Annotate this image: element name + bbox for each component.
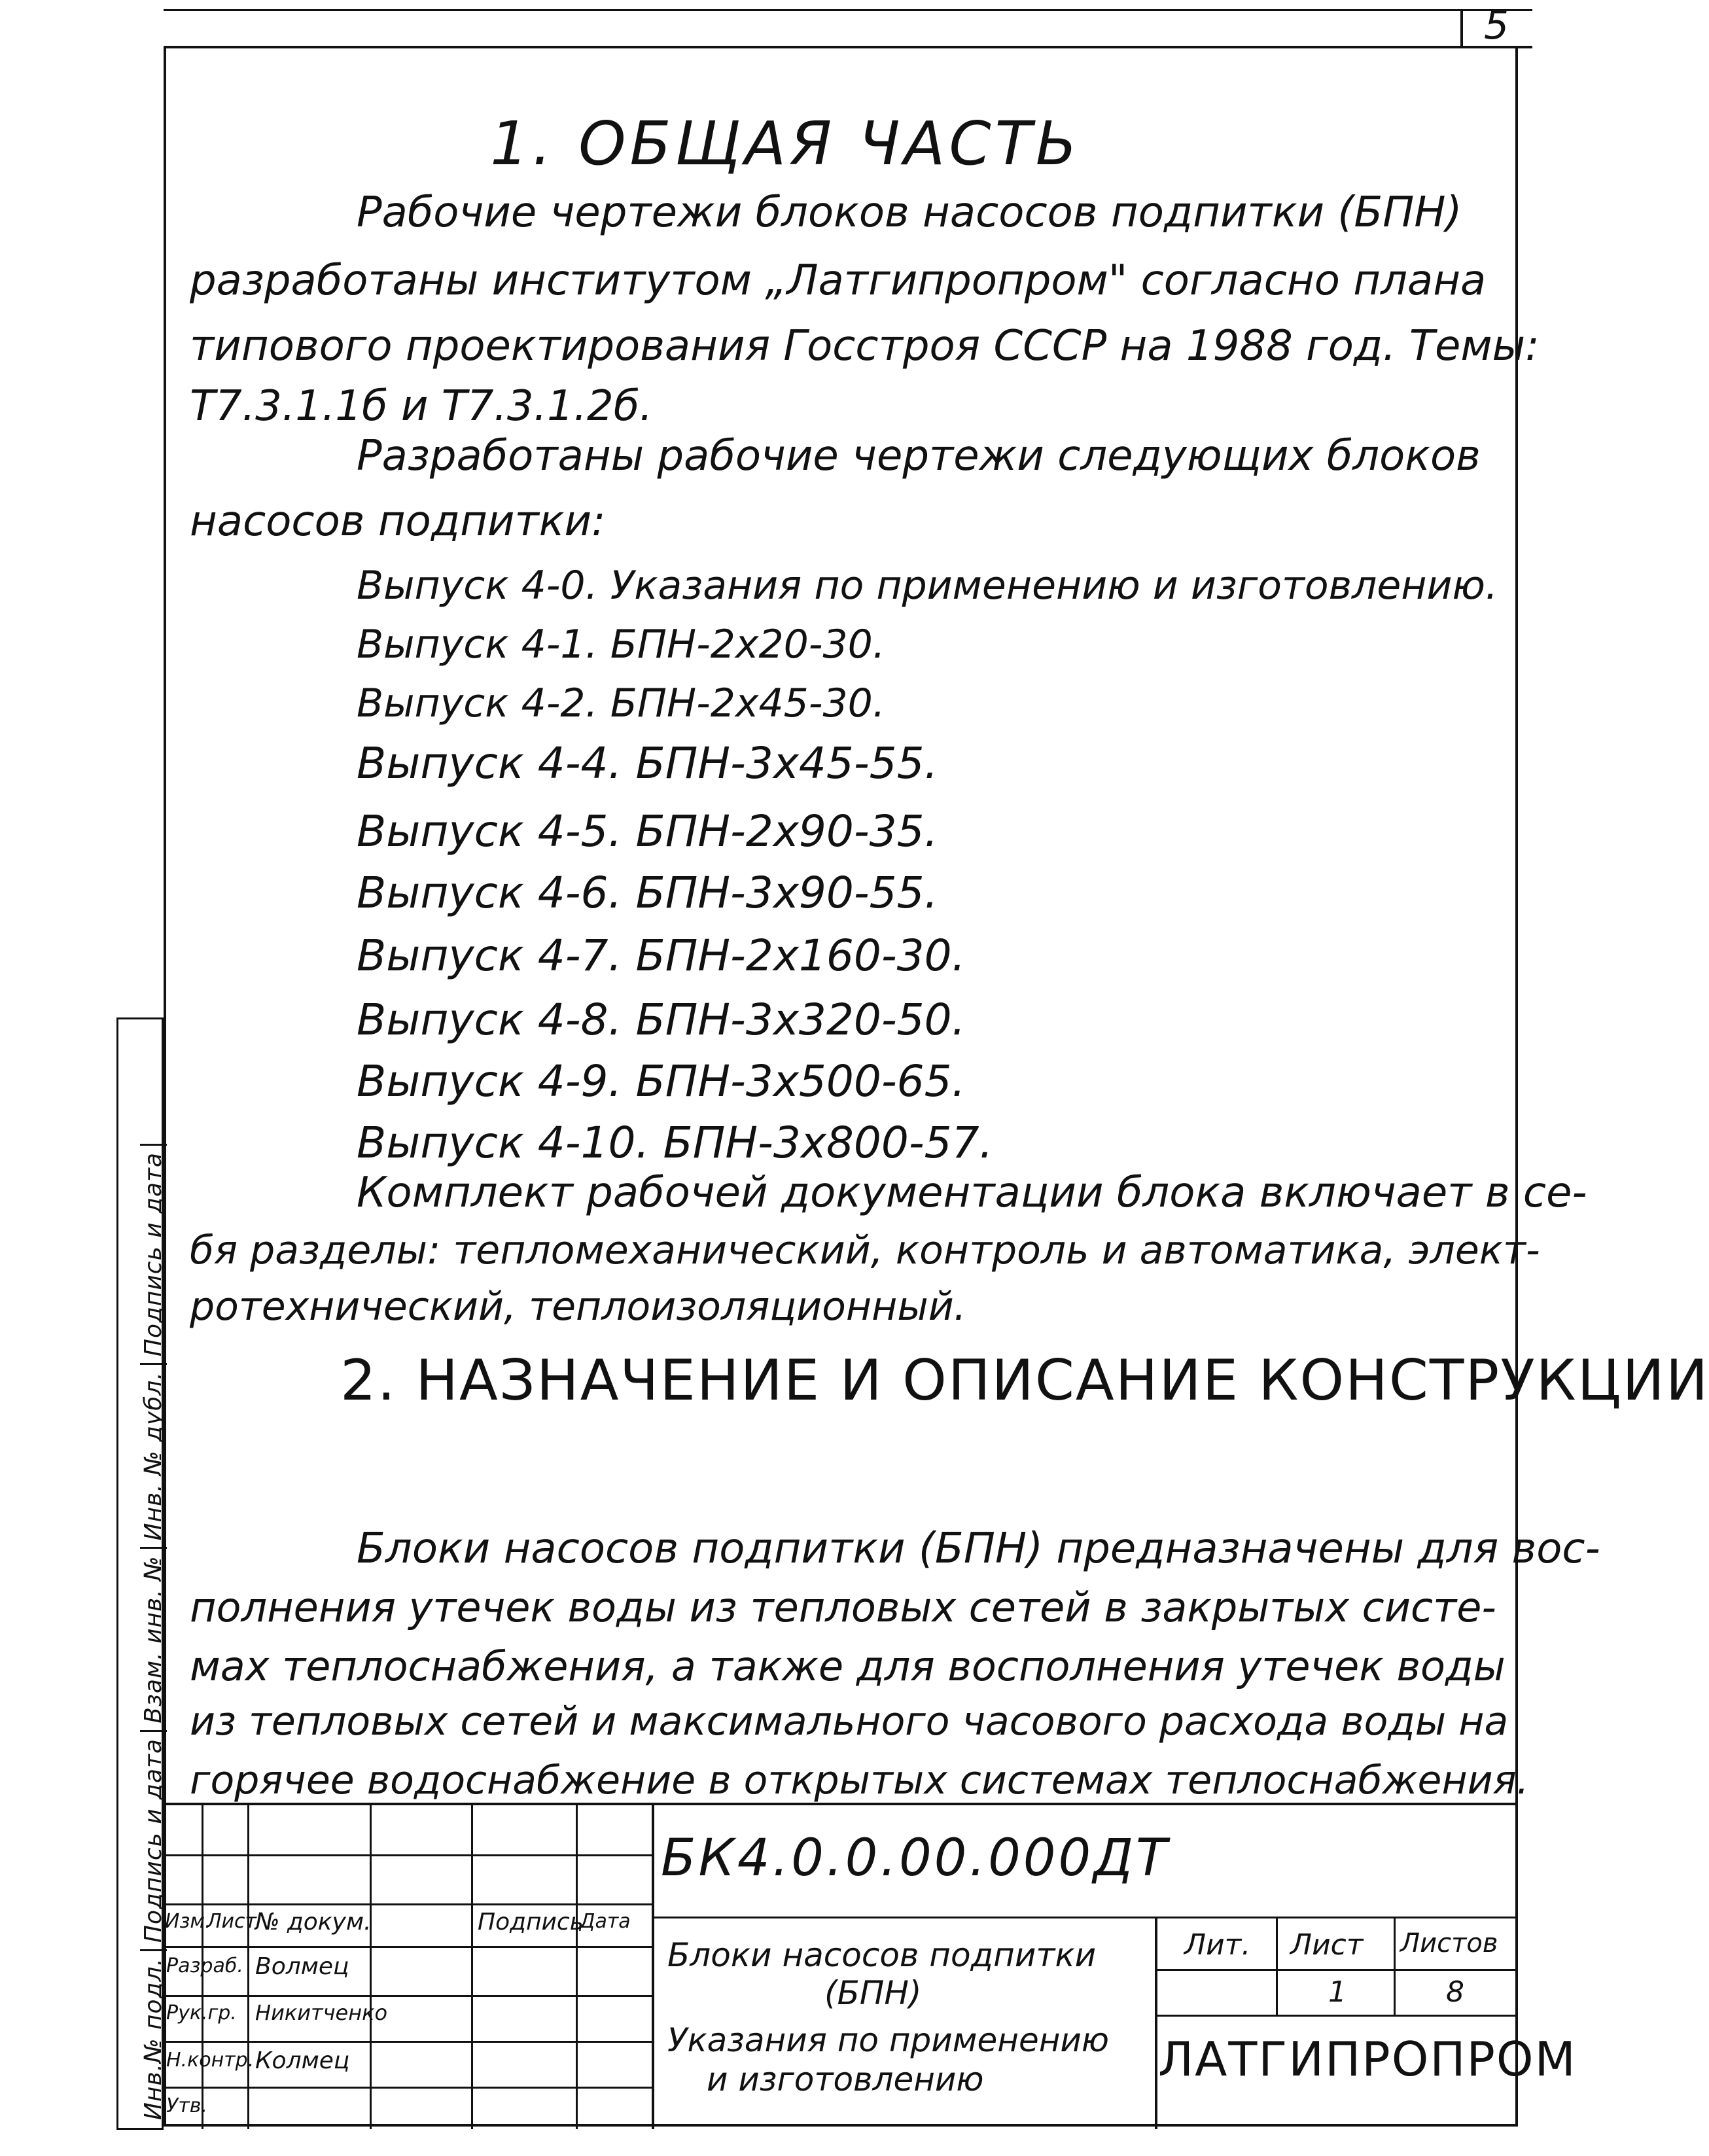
sheet-label: Лист bbox=[1290, 1928, 1364, 1962]
header-cell: Дата bbox=[580, 1910, 631, 1933]
role-cell: Рук.гр. bbox=[166, 2002, 237, 2024]
grid-line bbox=[1155, 2015, 1515, 2017]
lit-label: Лит. bbox=[1184, 1928, 1251, 1962]
sheet-number: 5 bbox=[1484, 3, 1509, 48]
role-cell: Разраб. bbox=[166, 1954, 243, 1977]
issue-item: Выпуск 4-4. БПН-3х45-55. bbox=[357, 738, 938, 788]
grid-line bbox=[164, 1903, 652, 1905]
grid-line bbox=[1394, 1917, 1396, 2015]
section1-title: 1. ОБЩАЯ ЧАСТЬ bbox=[490, 109, 1081, 179]
para1-line: типового проектирования Госстроя СССР на 1988 год. Темы: bbox=[190, 322, 1540, 370]
para1-line: разработаны институтом „Латгипропром" согласно плана bbox=[190, 256, 1487, 305]
para4-line: мах теплоснабжения, а также для восполнения утечек воды bbox=[190, 1642, 1506, 1690]
issue-item: Выпуск 4-7. БПН-2х160-30. bbox=[357, 930, 966, 981]
grid-line bbox=[164, 2041, 652, 2043]
issue-item: Выпуск 4-8. БПН-3х320-50. bbox=[357, 995, 966, 1045]
grid-line bbox=[1276, 1917, 1278, 2015]
para4-line: из тепловых сетей и максимального часового расхода воды на bbox=[190, 1699, 1509, 1744]
grid-line bbox=[164, 1854, 652, 1856]
sheets-label: Листов bbox=[1400, 1928, 1498, 1958]
role-cell: Утв. bbox=[166, 2094, 207, 2117]
grid-line bbox=[164, 1946, 652, 1948]
title-line: Блоки насосов подпитки bbox=[667, 1936, 1097, 1974]
issue-item: Выпуск 4-0. Указания по применению и изготовлению. bbox=[357, 563, 1498, 609]
name-cell: Колмец bbox=[255, 2047, 350, 2074]
side-stamp-field: Инв.№ подл. bbox=[140, 1949, 167, 2127]
issue-item: Выпуск 4-5. БПН-2х90-35. bbox=[357, 806, 938, 857]
issue-item: Выпуск 4-10. БПН-3х800-57. bbox=[357, 1118, 993, 1168]
role-cell: Н.контр. bbox=[166, 2049, 255, 2072]
title-line: Указания по применению bbox=[667, 2021, 1109, 2059]
para1-line: Т7.3.1.1б и Т7.3.1.2б. bbox=[190, 382, 653, 431]
para2-line: насосов подпитки: bbox=[190, 497, 606, 546]
para2-line: Разработаны рабочие чертежи следующих блоков bbox=[357, 432, 1481, 480]
header-cell: Лист bbox=[207, 1910, 257, 1933]
issue-item: Выпуск 4-1. БПН-2х20-30. bbox=[357, 622, 885, 667]
header-cell: Изм. bbox=[165, 1910, 211, 1933]
para3-line: Комплект рабочей документации блока включает в се- bbox=[357, 1169, 1587, 1217]
issue-item: Выпуск 4-9. БПН-3х500-65. bbox=[357, 1056, 966, 1106]
para3-line: бя разделы: тепломеханический, контроль и автоматика, элект- bbox=[190, 1228, 1540, 1273]
para3-line: ротехнический, теплоизоляционный. bbox=[190, 1284, 966, 1330]
section2-title: 2. НАЗНАЧЕНИЕ И ОПИСАНИЕ КОНСТРУКЦИИ bbox=[340, 1348, 1709, 1413]
side-stamp-text bbox=[140, 1144, 167, 2127]
grid-line bbox=[1155, 1917, 1157, 2129]
side-stamp-field: Подпись и дата bbox=[140, 1730, 167, 1949]
para1-line: Рабочие чертежи блоков насосов подпитки (БПН) bbox=[357, 188, 1462, 237]
grid-line bbox=[1155, 1969, 1515, 1971]
sheets-value: 8 bbox=[1446, 1975, 1464, 2009]
grid-line bbox=[164, 2087, 652, 2089]
grid-line bbox=[654, 1917, 1515, 1918]
name-cell: Никитченко bbox=[255, 2000, 388, 2025]
para4-line: полнения утечек воды из тепловых сетей в закрытых систе- bbox=[190, 1583, 1496, 1631]
side-stamp-field: Инв. № дубл. bbox=[140, 1363, 167, 1547]
document-code: БК4.0.0.00.000ДТ bbox=[661, 1829, 1170, 1888]
header-cell: № докум. bbox=[255, 1909, 372, 1935]
title-line: и изготовлению bbox=[707, 2060, 984, 2098]
issue-item: Выпуск 4-6. БПН-3х90-55. bbox=[357, 868, 938, 918]
side-stamp-field: Подпись и дата bbox=[140, 1144, 167, 1363]
top-border-line bbox=[164, 9, 1532, 11]
grid-line bbox=[164, 1995, 652, 1997]
header-cell: Подпись bbox=[478, 1909, 584, 1935]
para4-line: Блоки насосов подпитки (БПН) предназначены для вос- bbox=[357, 1525, 1600, 1573]
issue-item: Выпуск 4-2. БПН-2х45-30. bbox=[357, 680, 885, 726]
sheet-value: 1 bbox=[1328, 1975, 1347, 2009]
side-stamp-field: Взам. инв. № bbox=[140, 1547, 167, 1729]
para4-line: горячее водоснабжение в открытых системах теплоснабжения. bbox=[190, 1758, 1529, 1803]
name-cell: Волмец bbox=[255, 1953, 349, 1980]
title-line: (БПН) bbox=[824, 1974, 922, 2012]
organization-name: ЛАТГИПРОПРОМ bbox=[1158, 2032, 1577, 2087]
